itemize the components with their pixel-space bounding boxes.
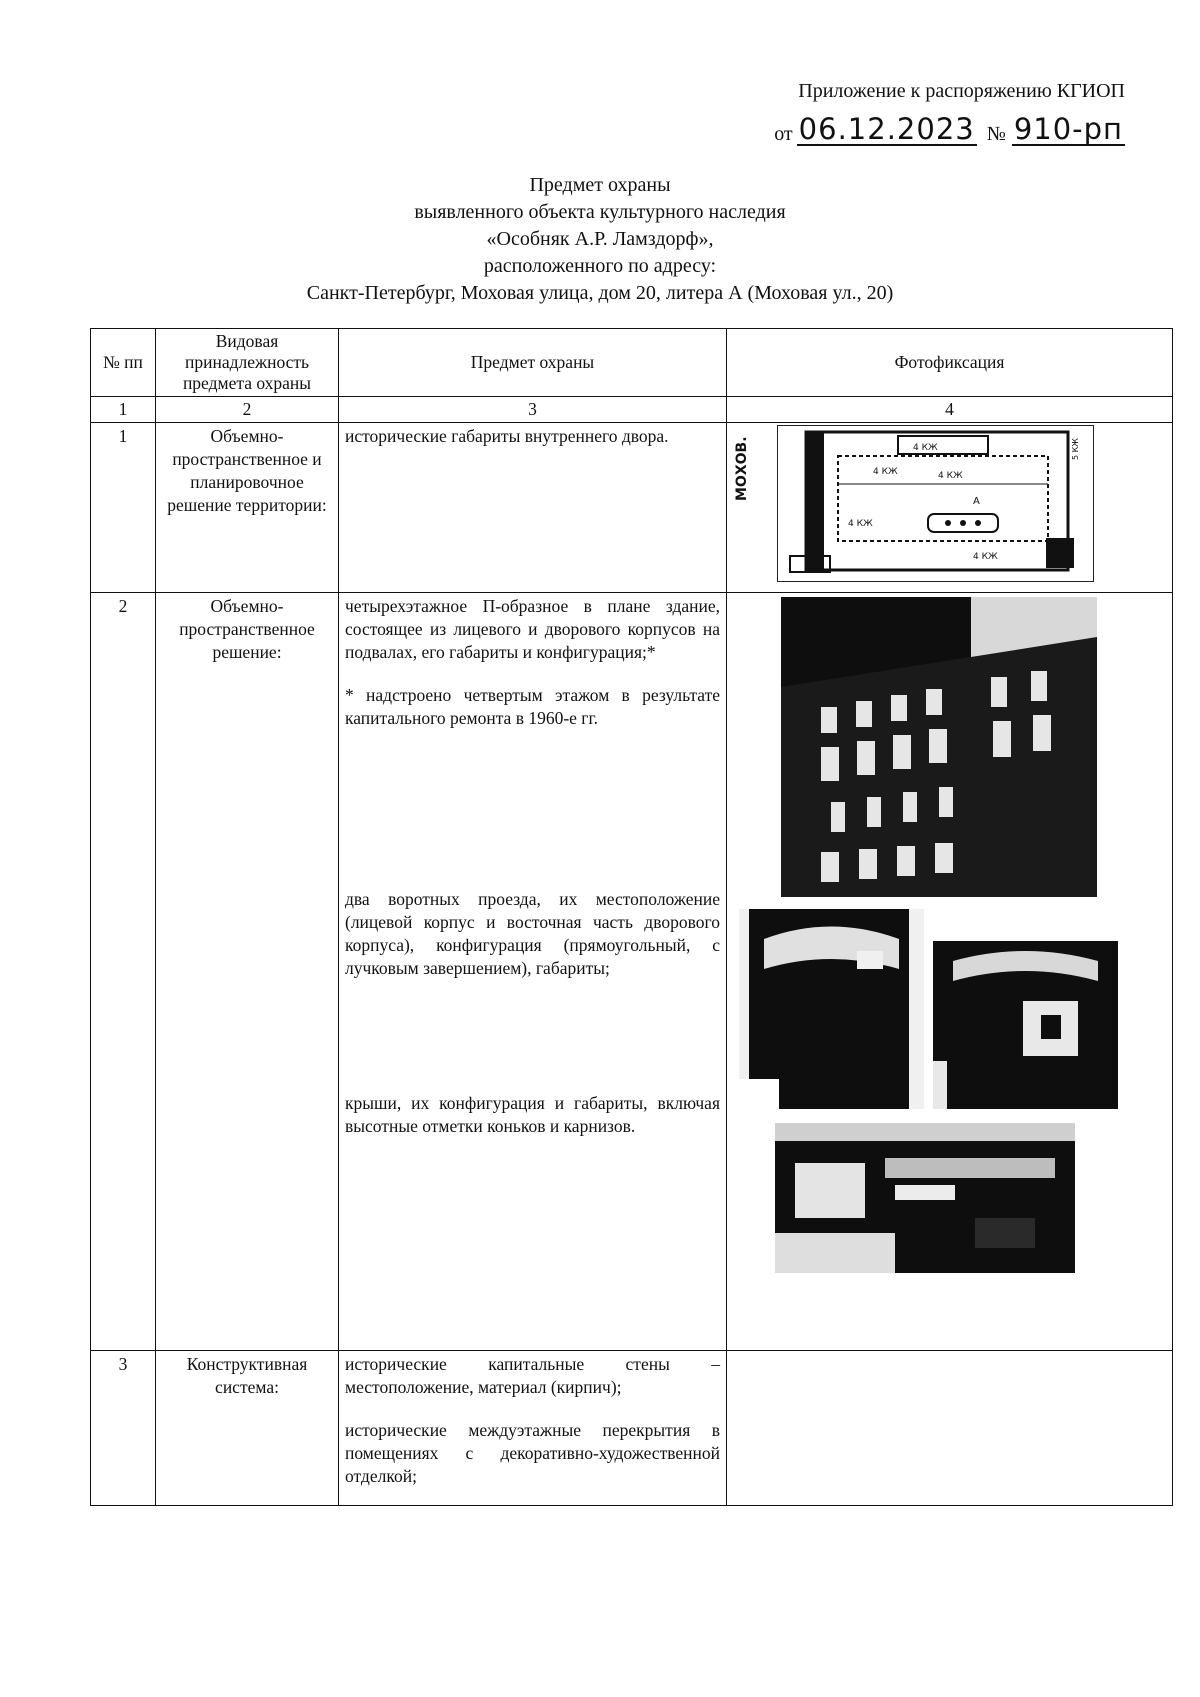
table-row bbox=[91, 1351, 1173, 1506]
header-kind: Видовая принадлежность предмета охраны bbox=[156, 329, 339, 397]
gate-photo-street bbox=[739, 909, 924, 1109]
plan-label: 4 КЖ bbox=[873, 467, 898, 477]
index-cell: 2 bbox=[156, 397, 339, 423]
from-label: от bbox=[774, 123, 793, 145]
table-index-row bbox=[91, 397, 1173, 423]
number-label: № bbox=[986, 123, 1006, 145]
title-line-2: выявленного объекта культурного наследия bbox=[414, 201, 786, 223]
site-plan-image bbox=[734, 425, 1094, 582]
header-subject: Предмет охраны bbox=[339, 329, 727, 397]
row-kind: Конструктивная система: bbox=[156, 1351, 339, 1506]
index-cell: 3 bbox=[339, 397, 727, 423]
row-kind: Объемно-пространственное и планировочное решение территории: bbox=[156, 423, 339, 593]
photo-cell bbox=[727, 423, 1173, 593]
gate-photo-street-drawing bbox=[739, 909, 924, 1109]
plan-label: 4 КЖ bbox=[913, 443, 938, 453]
row-subject bbox=[339, 423, 727, 593]
order-date: 06.12.2023 bbox=[798, 112, 975, 146]
plan-label: 4 КЖ bbox=[973, 552, 998, 562]
plan-label: 5 КЖ bbox=[1071, 438, 1080, 460]
subject-footnote: * надстроено четвертым этажом в результате капитального ремонта в 1960-е гг. bbox=[345, 685, 720, 728]
plan-label: 4 КЖ bbox=[938, 471, 963, 481]
row-subject bbox=[339, 593, 727, 1351]
appendix-label: Приложение к распоряжению КГИОП bbox=[798, 80, 1125, 102]
header-photo: Фотофиксация bbox=[727, 329, 1173, 397]
row-number: 3 bbox=[91, 1351, 156, 1506]
title-line-4: расположенного по адресу: bbox=[483, 255, 717, 277]
subject-item: исторические габариты внутреннего двора. bbox=[345, 426, 669, 446]
header-number: № пп bbox=[91, 329, 156, 397]
subject-item: два воротных проезда, их местоположение (лицевой корпус и восточная часть дворового корпуса), конфигурация (прямоугольный, с лучковым завершением), габариты; bbox=[345, 889, 720, 978]
index-cell: 4 bbox=[727, 397, 1173, 423]
title-line-1: Предмет охраны bbox=[529, 174, 671, 196]
photo-cell bbox=[727, 1351, 1173, 1506]
gate-photo-courtyard-drawing bbox=[933, 941, 1118, 1109]
order-number: 910-рп bbox=[1013, 112, 1123, 146]
facade-photo-drawing bbox=[781, 597, 1097, 897]
title-line-3: «Особняк А.Р. Ламздорф», bbox=[486, 228, 714, 250]
document-title bbox=[0, 172, 1200, 307]
table-row bbox=[91, 423, 1173, 593]
row-subject bbox=[339, 1351, 727, 1506]
protection-table bbox=[90, 328, 1173, 1506]
subject-item: крыши, их конфигурация и габариты, включая высотные отметки коньков и карнизов. bbox=[345, 1093, 720, 1136]
index-cell: 1 bbox=[91, 397, 156, 423]
facade-photo bbox=[781, 597, 1097, 897]
table-row bbox=[91, 593, 1173, 1351]
plan-label: 4 КЖ bbox=[848, 519, 873, 529]
subject-item: исторические капитальные стены – местоположение, материал (кирпич); bbox=[345, 1354, 720, 1397]
site-plan-drawing bbox=[734, 426, 1093, 581]
gate-photo-courtyard bbox=[933, 941, 1118, 1109]
row-number: 1 bbox=[91, 423, 156, 593]
title-line-5: Санкт-Петербург, Моховая улица, дом 20, литера А (Моховая ул., 20) bbox=[306, 282, 894, 304]
roof-photo-drawing bbox=[775, 1123, 1075, 1273]
plan-label: А bbox=[973, 496, 980, 507]
subject-item: исторические междуэтажные перекрытия в помещениях с декоративно-художественной отделкой; bbox=[345, 1420, 720, 1486]
photo-cell bbox=[727, 593, 1173, 1351]
roof-photo bbox=[775, 1123, 1075, 1273]
row-number: 2 bbox=[91, 593, 156, 1351]
subject-item: четырехэтажное П-образное в плане здание, состоящее из лицевого и дворового корпусов на подвалах, его габариты и конфигурация;* bbox=[345, 596, 720, 662]
table-header-row bbox=[91, 329, 1173, 397]
row-kind: Объемно-пространственное решение: bbox=[156, 593, 339, 1351]
order-line bbox=[774, 114, 1125, 146]
plan-street-label: МОХОВ. bbox=[734, 436, 750, 501]
